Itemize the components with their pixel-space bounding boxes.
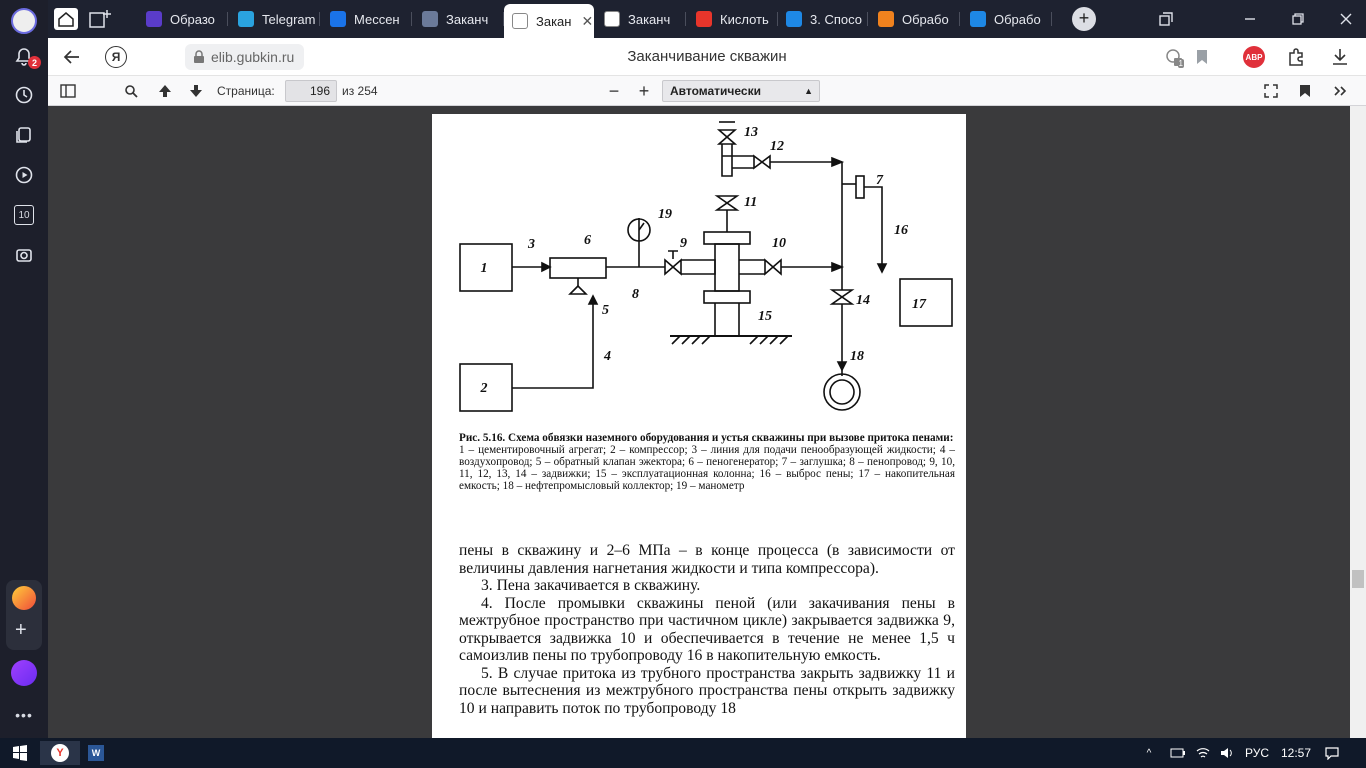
tab-9[interactable] — [870, 5, 960, 33]
body-text — [459, 542, 955, 717]
video-icon[interactable] — [9, 160, 39, 190]
figure-label-18: 18 — [850, 349, 864, 364]
figure-label-17: 17 — [912, 297, 926, 312]
protect-icon[interactable] — [1160, 43, 1188, 71]
studfiles-icon — [970, 11, 986, 27]
tab-8[interactable] — [778, 5, 868, 33]
alice-assistant-icon[interactable] — [9, 658, 39, 688]
tray-chevron-icon[interactable]: ^ — [1146, 747, 1152, 759]
bookmark-icon[interactable] — [1188, 43, 1216, 71]
collections-icon[interactable] — [9, 120, 39, 150]
extensions-icon[interactable] — [1282, 43, 1310, 71]
equipment-diagram — [432, 114, 966, 424]
windows-start-icon[interactable] — [8, 741, 32, 765]
search-icon[interactable] — [119, 79, 143, 103]
paragraph-3: 4. После промывки скважины пеной (или закачивания пены в межтрубное пространство при частичном цикле) закрывается задвижка 9, открывается задвижка 10 и обеспечивается в течение не менее 1,5 ч самоизлив пены по трубопроводу 16 в накопительную емкость. — [459, 594, 955, 664]
tab-4[interactable] — [414, 5, 504, 33]
url-text: elib.gubkin.ru — [211, 49, 295, 65]
pdf-toolbar — [48, 76, 1366, 106]
yandex-tab-icon — [146, 11, 162, 27]
figure-label-7: 7 — [876, 173, 883, 188]
notification-badge: 2 — [28, 56, 41, 69]
figure-label-6: 6 — [584, 233, 591, 248]
pdf-bookmark-icon[interactable] — [1293, 79, 1317, 103]
pdf-page — [432, 114, 966, 738]
caption-title: Рис. 5.16. Схема обвязки наземного оборудования и устья скважины при вызове притока пенами: — [459, 432, 954, 444]
foam-generator — [550, 258, 606, 278]
page-total: из 254 — [342, 84, 378, 98]
page-icon — [604, 11, 620, 27]
counter-10-icon[interactable] — [9, 200, 39, 230]
telegram-icon — [238, 11, 254, 27]
figure-label-15: 15 — [758, 309, 772, 324]
battery-icon[interactable] — [1168, 741, 1188, 765]
tab-label: Мессен — [354, 11, 400, 27]
yandex-browser-taskbar-icon[interactable]: Y — [40, 741, 80, 765]
url-field[interactable] — [185, 44, 304, 70]
protect-count: 1 — [1178, 59, 1183, 68]
flange-upper — [704, 232, 750, 244]
figure-label-16: 16 — [894, 223, 908, 238]
back-button[interactable] — [58, 43, 86, 71]
tab-label: Кислоть — [720, 11, 769, 27]
figure-label-14: 14 — [856, 293, 870, 308]
scrollbar[interactable] — [1350, 106, 1366, 738]
tab-label: Обрабо — [994, 11, 1041, 27]
minimize-button[interactable] — [1236, 5, 1264, 33]
yandex-search-icon — [696, 11, 712, 27]
notifications-icon[interactable] — [9, 42, 39, 72]
select-arrows-icon: ▲ — [804, 86, 813, 96]
more-icon[interactable]: ••• — [15, 707, 33, 723]
paragraph-1: пены в скважину и 2–6 МПа – в конце процесса (в зависимости от величины давления нагнетания жидкости и типа компрессора). — [459, 542, 955, 577]
download-icon[interactable] — [1326, 43, 1354, 71]
tab-label: Telegram — [262, 11, 316, 27]
history-icon[interactable] — [9, 80, 39, 110]
messenger-icon — [330, 11, 346, 27]
tab-label: Закан — [536, 13, 572, 29]
volume-icon[interactable] — [1218, 741, 1236, 765]
studfiles-icon — [786, 11, 802, 27]
tab-label: Обрабо — [902, 11, 949, 27]
tab-2[interactable] — [230, 5, 320, 33]
tab-strip — [48, 0, 1366, 38]
new-tab-group-icon[interactable] — [86, 5, 114, 33]
zoom-value: Автоматически — [670, 84, 761, 98]
address-bar — [48, 38, 1366, 76]
sidebar-apps-group — [6, 580, 42, 650]
page-label: Страница: — [217, 84, 275, 98]
tab-7[interactable] — [688, 5, 778, 33]
box-17 — [900, 279, 952, 326]
figure-label-10: 10 — [772, 236, 786, 251]
yandex-logo-icon[interactable]: Я — [102, 43, 130, 71]
browser-sidebar — [0, 0, 48, 738]
figure-label-1: 1 — [480, 261, 488, 276]
zoom-in-button[interactable]: + — [638, 80, 650, 101]
tab-10[interactable] — [962, 5, 1052, 33]
adblock-icon[interactable] — [1240, 43, 1268, 71]
profile-avatar[interactable] — [9, 6, 39, 36]
close-window-button[interactable] — [1332, 5, 1360, 33]
adblock-label: ABP — [1243, 46, 1265, 68]
figure-label-5: 5 — [602, 303, 609, 318]
tab-separator — [959, 12, 960, 26]
screenshot-icon[interactable] — [9, 240, 39, 270]
document-tab-icon — [422, 11, 438, 27]
scrollbar-thumb[interactable] — [1352, 570, 1364, 588]
tab-separator — [411, 12, 412, 26]
caption-text: 1 – цементировочный агрегат; 2 – компрессор; 3 – линия для подачи пенообразующей жидкости; 4 – воздухопровод; 5 – обратный клапан эжектора; 6 – пеногенератор; 7 – заглушка; 8 – пенопровод; 9, 10, 11, 12, 13, 14 – задвижки; 15 – эксплуатационная колонна; 16 – выброс пены; 17 – накопительная емкость; 18 – нефтепромысловый коллектор; 19 – манометр — [459, 444, 955, 492]
page-number-input[interactable]: 196 — [285, 80, 337, 102]
tab-5[interactable] — [504, 4, 594, 38]
tab-label: Заканч — [446, 11, 489, 27]
figure-caption — [459, 432, 955, 492]
close-tab-icon[interactable]: ✕ — [581, 12, 594, 29]
home-icon[interactable] — [52, 5, 80, 33]
figure-label-13: 13 — [744, 125, 758, 140]
language-indicator[interactable]: РУС — [1244, 746, 1270, 760]
figure-label-2: 2 — [480, 381, 488, 396]
paragraph-4: 5. В случае притока из трубного пространства закрыть задвижку 11 и после вытеснения из межтрубного пространства пены открыть задвижку 10 и направить поток по трубопроводу 18 — [459, 664, 955, 717]
tab-label: 3. Спосо — [810, 11, 862, 27]
tab-1[interactable] — [138, 5, 228, 33]
check-valve — [570, 286, 586, 294]
wifi-icon[interactable] — [1194, 741, 1212, 765]
pdf-viewer[interactable] — [48, 106, 1366, 738]
tab-separator — [1051, 12, 1052, 26]
figure-label-4: 4 — [604, 349, 611, 364]
restore-button[interactable] — [1284, 5, 1312, 33]
tab-3[interactable] — [322, 5, 412, 33]
word-taskbar-icon[interactable]: W — [82, 741, 110, 765]
sidebar-toggle-icon[interactable] — [56, 79, 80, 103]
next-page-icon[interactable] — [184, 79, 208, 103]
figure-label-3: 3 — [528, 237, 535, 252]
paragraph-2: 3. Пена закачивается в скважину. — [481, 577, 701, 594]
tab-label: Образо — [170, 11, 215, 27]
figure-label-12: 12 — [770, 139, 784, 154]
figure-label-11: 11 — [744, 195, 758, 210]
tab-separator — [867, 12, 868, 26]
yandex-mail-icon[interactable] — [12, 586, 36, 610]
tab-label: Заканч — [628, 11, 671, 27]
taskbar — [0, 738, 1366, 768]
presentation-mode-icon[interactable] — [1259, 79, 1283, 103]
zoom-select[interactable] — [662, 80, 820, 102]
add-app-icon[interactable]: + — [15, 619, 27, 641]
page-title: Заканчивание скважин — [627, 48, 787, 65]
page-icon — [512, 13, 528, 29]
plug-7 — [856, 176, 864, 198]
action-center-icon[interactable] — [1322, 741, 1342, 765]
tabs-menu-icon[interactable] — [1152, 5, 1180, 33]
flange-lower — [704, 291, 750, 303]
new-tab-button[interactable]: + — [1070, 5, 1098, 33]
clock[interactable]: 12:57 — [1280, 746, 1312, 760]
tab-separator — [685, 12, 686, 26]
tab-separator — [227, 12, 228, 26]
tools-menu-icon[interactable] — [1328, 79, 1352, 103]
figure-label-8: 8 — [632, 287, 639, 302]
tab-separator — [319, 12, 320, 26]
figure-label-19: 19 — [658, 207, 672, 222]
figure-label-9: 9 — [680, 236, 687, 251]
counter-label: 10 — [14, 205, 34, 225]
orange-site-icon — [878, 11, 894, 27]
lock-icon — [193, 50, 205, 64]
previous-page-icon[interactable] — [153, 79, 177, 103]
tab-6[interactable] — [596, 5, 686, 33]
zoom-out-button[interactable]: − — [608, 80, 620, 101]
